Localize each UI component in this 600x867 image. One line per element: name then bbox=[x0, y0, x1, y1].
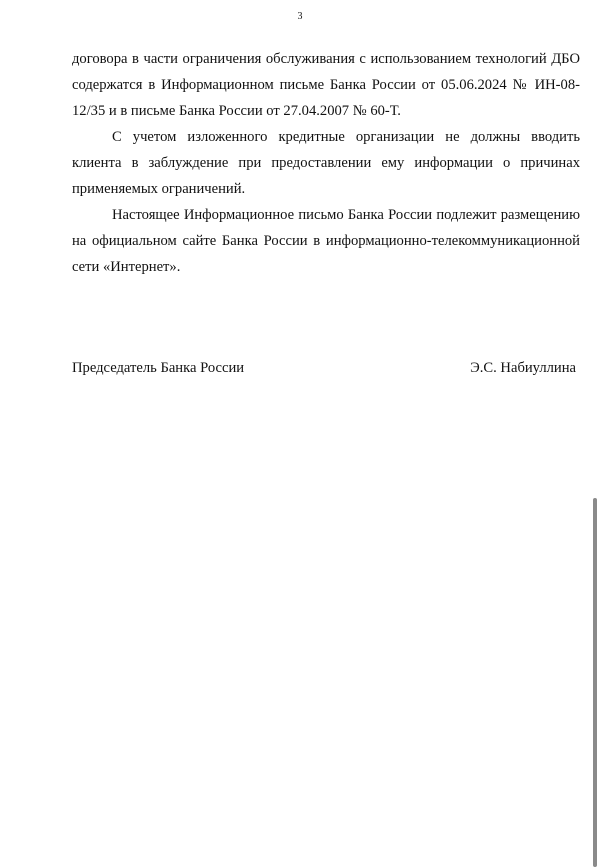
paragraph-misleading-info: С учетом изложенного кредитные организации не должны вводить клиента в заблуждение при предоставлении ему информации о причинах применяемых ограничений. bbox=[72, 129, 580, 197]
signatory-position: Председатель Банка России bbox=[72, 360, 245, 376]
signature-block bbox=[72, 358, 576, 378]
paragraph-publication: Настоящее Информационное письмо Банка России подлежит размещению на официальном сайте Банка России в информационно-телекоммуникационной сети «Интернет». bbox=[72, 207, 580, 275]
scrollbar[interactable] bbox=[590, 0, 600, 867]
signatory-name: Э.С. Набиуллина bbox=[470, 360, 576, 376]
scrollbar-thumb[interactable] bbox=[593, 498, 597, 867]
document-body bbox=[72, 46, 580, 280]
paragraph-continuation: договора в части ограничения обслуживания с использованием технологий ДБО содержатся в Информационном письме Банка России от 05.06.2024 № ИН-08-12/35 и в письме Банка России от 27.04.2007 № 60-Т. bbox=[72, 51, 580, 119]
page-number: 3 bbox=[297, 11, 303, 22]
